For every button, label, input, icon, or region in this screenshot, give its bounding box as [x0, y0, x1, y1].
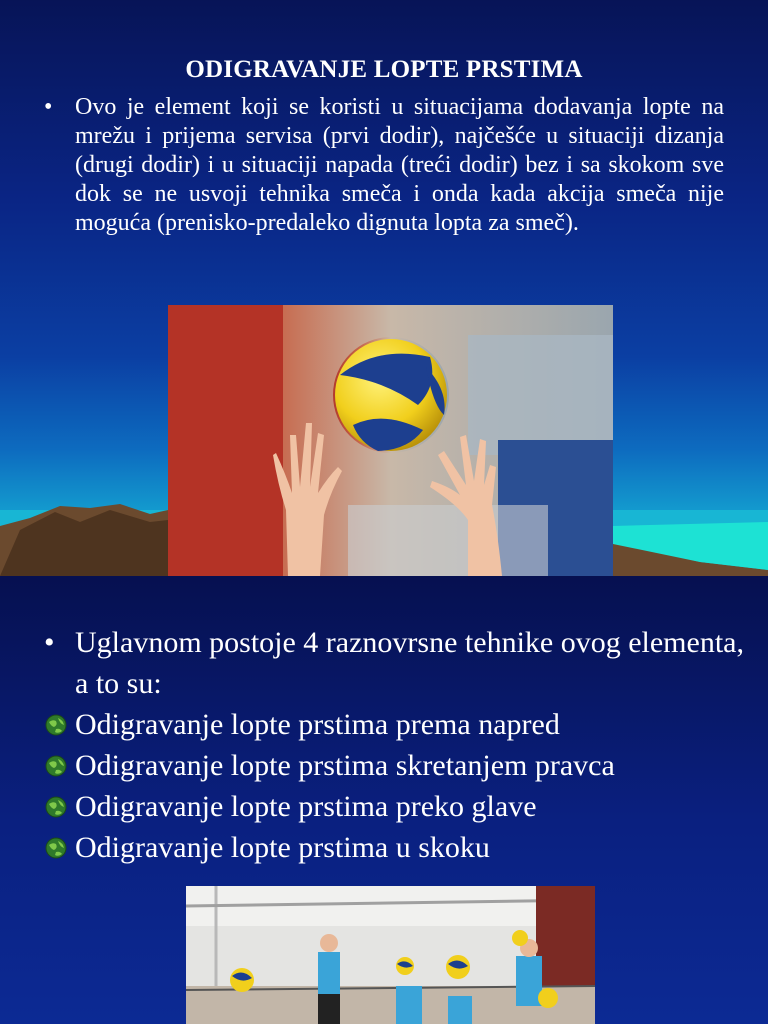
- bullet-marker: •: [44, 626, 55, 659]
- techniques-list: [44, 622, 744, 868]
- intro-text: Uglavnom postoje 4 raznovrsne tehnike ovog elementa, a to su:: [75, 626, 744, 700]
- list-item: [44, 704, 744, 745]
- list-item-text: Odigravanje lopte prstima u skoku: [75, 831, 490, 864]
- green-globe-bullet-icon: [44, 795, 68, 819]
- list-item-text: Odigravanje lopte prstima skretanjem pravca: [75, 749, 615, 782]
- list-item-text: Odigravanje lopte prstima prema napred: [75, 708, 560, 741]
- slide-title: ODIGRAVANJE LOPTE PRSTIMA: [185, 56, 583, 83]
- green-globe-bullet-icon: [44, 713, 68, 737]
- bullet-marker: •: [44, 94, 53, 120]
- list-item: [44, 786, 744, 827]
- volleyball-training-photo: [186, 886, 595, 1024]
- paragraph-text: Ovo je element koji se koristi u situacijama dodavanja lopte na mrežu i prijema servisa (prvi dodir), najčešće u situaciji dizanja (drugi dodir) i u situaciji napada (treći dodir) bez i sa skokom sve dok se ne usvoji tehnika smeča i onda kada akcija smeča nije moguća (prenisko-predaleko dignuta lopta za smeč).: [75, 94, 724, 236]
- volleyball-hands-photo: [168, 305, 613, 576]
- description-paragraph: [44, 93, 724, 238]
- green-globe-bullet-icon: [44, 754, 68, 778]
- list-item: [44, 827, 744, 868]
- green-globe-bullet-icon: [44, 836, 68, 860]
- list-item-text: Odigravanje lopte prstima preko glave: [75, 790, 537, 823]
- intro-bullet: [44, 622, 744, 704]
- list-item: [44, 745, 744, 786]
